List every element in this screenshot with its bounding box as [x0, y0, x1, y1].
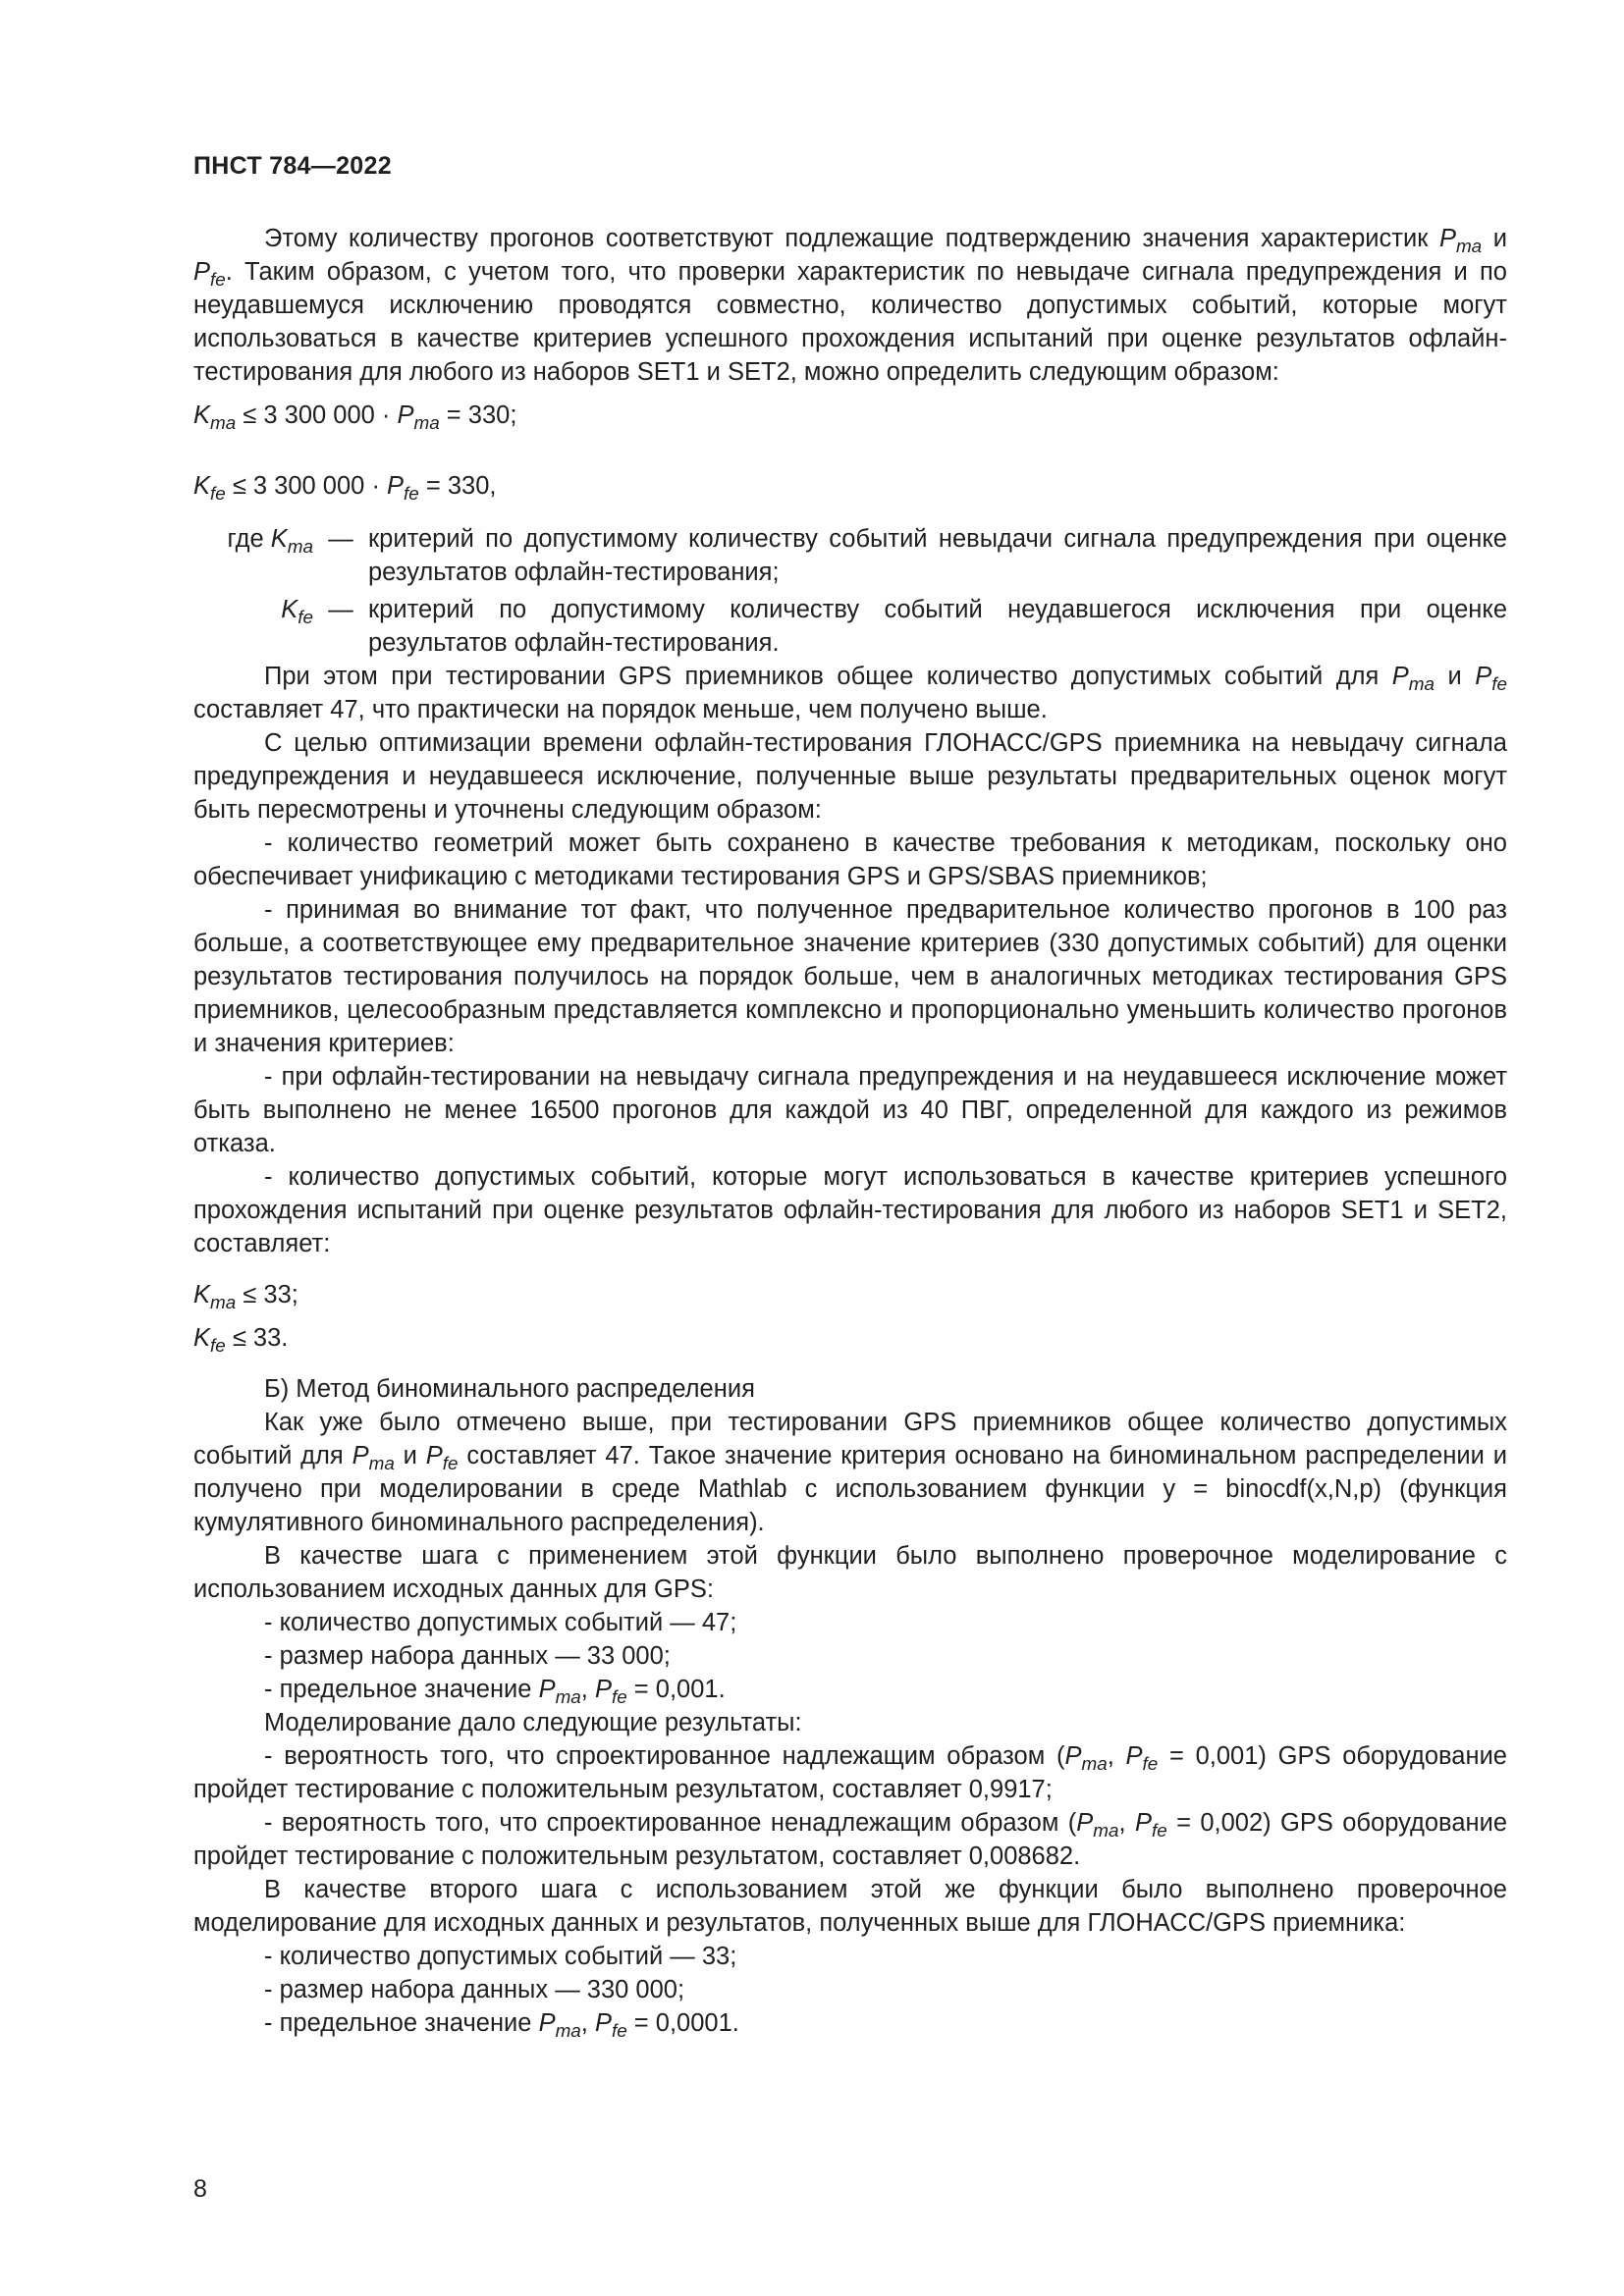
paragraph-binomial: Как уже было отмечено выше, при тестировании GPS приемников общее количество допустимых событий для $P_{ma}$ и $P_{fe}$ составляет 47. Такое значение критерия основано на биноминальном распределении и получено при моделировании в среде Mathlab с использованием функции y = binocdf(x,N,p) (функция кумулятивного биноминального распределения).: [193, 1409, 1507, 1536]
list-item: - размер набора данных — 330 000;: [264, 1976, 685, 2003]
paragraph-gps-count: При этом при тестировании GPS приемников общее количество допустимых событий для $P_{ma}$ и $P_{fe}$ составляет 47, что практически на порядок меньше, чем получено выше.: [193, 663, 1507, 723]
paragraph-intro: Этому количеству прогонов соответствуют подлежащие подтверждению значения характеристик $P_{ma}$ и $P_{fe}$. Таким образом, с учетом того, что проверки характеристик по невыдаче сигнала предупреждения и по неудавшемуся исключению проводятся совместно, количество допустимых событий, которые могут использоваться в качестве критериев успешного прохождения испытаний при оценке результатов офлайн-тестирования для любого из наборов SET1 и SET2, можно определить следующим образом:: [193, 225, 1507, 386]
paragraph-results: Моделирование дало следующие результаты:: [264, 1709, 802, 1736]
list-item: - принимая во внимание тот факт, что полученное предварительное количество прогонов в 100 раз больше, а соответствующее ему предварительное значение критериев (330 допустимых событий) для оценки результатов тестирования получилось на порядок больше, чем в аналогичных методиках тестирования GPS приемников, целесообразным представляется комплексно и пропорционально уменьшить количество прогонов и значения критериев:: [193, 896, 1507, 1057]
formula-kma-33: $K_{ma} \le 33$;: [193, 1281, 298, 1313]
paragraph-optimization: С целью оптимизации времени офлайн-тестирования ГЛОНАСС/GPS приемника на невыдачу сигнала предупреждения и неудавшееся исключение, полученные выше результаты предварительных оценок могут быть пересмотрены и уточнены следующим образом:: [193, 729, 1507, 824]
page-number: 8: [193, 2175, 207, 2203]
list-item: - количество допустимых событий — 47;: [264, 1609, 737, 1636]
formula-kfe: $K_{fe} \le 3$ 300 $000 \cdot P_{fe} = 330$,: [193, 472, 497, 505]
paragraph-step1: В качестве шага с применением этой функции было выполнено проверочное моделирование с использованием исходных данных для GPS:: [193, 1542, 1507, 1603]
list-item: - предельное значение $P_{ma}$, $P_{fe} = 0,001$.: [264, 1676, 726, 1708]
definition-kfe: $K_{fe}$ — критерий по допустимому количеству событий неудавшегося исключения при оценке результатов офлайн-тестирования.: [281, 596, 1507, 657]
formula-kma: $K_{ma} \le 3$ 300 $000 \cdot P_{ma} = 330$;: [193, 401, 517, 434]
list-item: - количество геометрий может быть сохранено в качестве требования к методикам, поскольку оно обеспечивает унификацию с методиками тестирования GPS и GPS/SBAS приемников;: [193, 829, 1507, 890]
list-item: - вероятность того, что спроектированное ненадлежащим образом ($P_{ma}$, $P_{fe} = 0,002$) GPS оборудование пройдет тестирование с положительным результатом, составляет 0,008682.: [193, 1809, 1508, 1870]
list-item: - при офлайн-тестировании на невыдачу сигнала предупреждения и на неудавшееся исключение может быть выполнено не менее 16500 прогонов для каждой из 40 ПВГ, определенной для каждого из режимов отказа.: [193, 1063, 1507, 1157]
list-item: - вероятность того, что спроектированное надлежащим образом ($P_{ma}$, $P_{fe} = 0,001$) GPS оборудование пройдет тестирование с положительным результатом, составляет 0,9917;: [193, 1742, 1507, 1803]
list-item: - размер набора данных — 33 000;: [264, 1642, 671, 1670]
definition-kma: где $K_{ma}$ — критерий по допустимому количеству событий невыдачи сигнала предупреждения при оценке результатов офлайн-тестирования;: [227, 525, 1507, 586]
paragraph-step2: В качестве второго шага с использованием этой же функции было выполнено проверочное моделирование для исходных данных и результатов, полученных выше для ГЛОНАСС/GPS приемника:: [193, 1876, 1507, 1937]
document-header: ПНСТ 784—2022: [193, 152, 392, 180]
definitions-list: [193, 522, 1507, 660]
section-heading-binomial: Б) Метод биноминального распределения: [264, 1375, 755, 1403]
list-item: - количество допустимых событий, которые могут использоваться в качестве критериев успешного прохождения испытаний при оценке результатов офлайн-тестирования для любого из наборов SET1 и SET2, составляет:: [193, 1163, 1507, 1257]
list-item: - предельное значение $P_{ma}$, $P_{fe} = 0,0001$.: [264, 2009, 739, 2042]
body-text: [193, 222, 1507, 2040]
list-item: - количество допустимых событий — 33;: [264, 1943, 737, 1970]
formula-kfe-33: $K_{fe} \le 33$.: [193, 1324, 289, 1357]
